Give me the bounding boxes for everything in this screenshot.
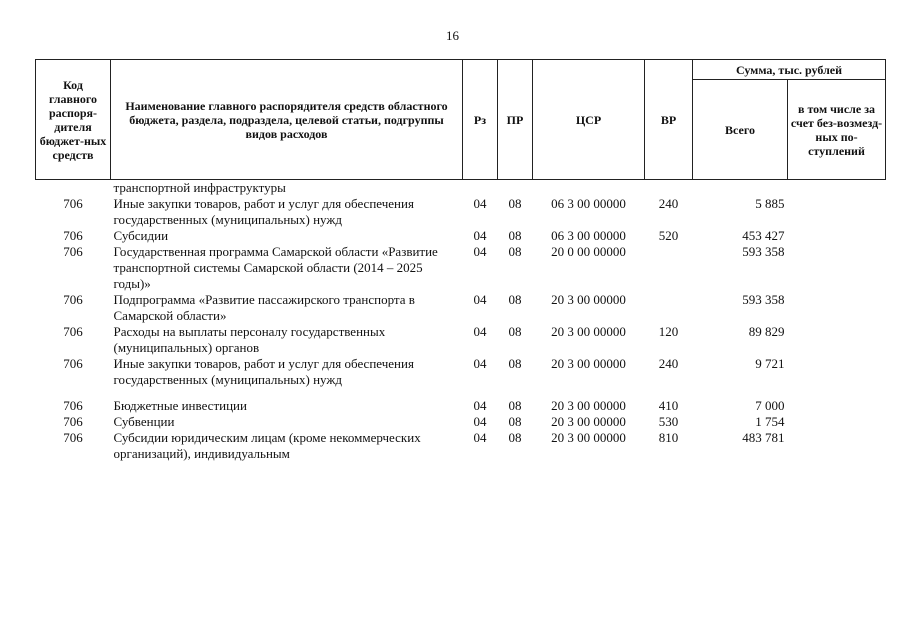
rz-cell: 04	[473, 430, 487, 445]
free-cell	[788, 430, 886, 462]
pr-cell: 08	[508, 430, 522, 445]
csr-cell: 20 3 00 00000	[551, 398, 626, 413]
code-cell: 706	[63, 398, 83, 413]
name-cell: Бюджетные инвестиции	[113, 398, 247, 413]
pr-cell	[498, 180, 533, 197]
header-csr: ЦСР	[533, 60, 645, 180]
header-name: Наименование главного распорядителя средств областного бюджета, раздела, подраздела, целевой статьи, подгруппы видов расходов	[111, 60, 463, 180]
free-cell	[788, 398, 886, 414]
header-sum: Сумма, тыс. рублей	[693, 60, 886, 80]
vr-cell: 530	[658, 414, 679, 429]
rz-cell: 04	[473, 244, 487, 259]
name-cell: Расходы на выплаты персоналу государственных (муниципальных) органов	[113, 324, 386, 355]
table-row	[36, 196, 886, 228]
vr-cell: 240	[658, 196, 679, 211]
table-row	[36, 324, 886, 356]
name-cell: транспортной инфраструктуры	[113, 180, 286, 195]
vr-cell	[645, 180, 693, 197]
pr-cell: 08	[508, 292, 522, 307]
vr-cell: 120	[658, 324, 679, 339]
rz-cell	[463, 180, 498, 197]
rz-cell: 04	[473, 324, 487, 339]
header-vr: ВР	[645, 60, 693, 180]
csr-cell: 20 3 00 00000	[551, 430, 626, 445]
csr-cell: 20 3 00 00000	[551, 356, 626, 371]
free-cell	[788, 414, 886, 430]
code-cell: 706	[63, 244, 83, 259]
csr-cell: 20 0 00 00000	[551, 244, 626, 259]
row-spacer	[36, 388, 886, 398]
free-cell	[788, 228, 886, 244]
total-cell: 89 829	[748, 324, 785, 339]
vr-cell: 810	[658, 430, 679, 445]
header-rz: Рз	[463, 60, 498, 180]
header-total: Всего	[693, 80, 788, 180]
total-cell: 453 427	[742, 228, 785, 243]
code-cell	[36, 180, 111, 197]
pr-cell: 08	[508, 228, 522, 243]
name-cell: Подпрограмма «Развитие пассажирского транспорта в Самарской области»	[113, 292, 415, 323]
free-cell	[788, 244, 886, 292]
pr-cell: 08	[508, 244, 522, 259]
rz-cell: 04	[473, 196, 487, 211]
name-cell: Государственная программа Самарской области «Развитие транспортной системы Самарской области (2014 – 2025 годы)»	[113, 244, 438, 291]
pr-cell: 08	[508, 196, 522, 211]
budget-table	[35, 59, 886, 462]
csr-cell: 20 3 00 00000	[551, 292, 626, 307]
code-cell: 706	[63, 356, 83, 371]
rz-cell: 04	[473, 228, 487, 243]
free-cell	[788, 292, 886, 324]
rz-cell: 04	[473, 356, 487, 371]
name-cell: Иные закупки товаров, работ и услуг для обеспечения государственных (муниципальных) нужд	[113, 196, 414, 227]
header-code: Код главного распоря-дителя бюджет-ных средств	[36, 60, 111, 180]
header-free: в том числе за счет без-возмезд-ных по-ступлений	[788, 80, 886, 180]
code-cell: 706	[63, 292, 83, 307]
code-cell: 706	[63, 196, 83, 211]
csr-cell: 06 3 00 00000	[551, 196, 626, 211]
table-row	[36, 180, 886, 197]
total-cell: 593 358	[742, 244, 785, 259]
total-cell: 9 721	[755, 356, 785, 371]
table-row	[36, 292, 886, 324]
vr-cell: 240	[658, 356, 679, 371]
name-cell: Субсидии юридическим лицам (кроме некоммерческих организаций), индивидуальным	[113, 430, 421, 461]
page-number: 16	[446, 28, 459, 43]
table-body	[36, 180, 886, 463]
rz-cell: 04	[473, 414, 487, 429]
free-cell	[788, 324, 886, 356]
total-cell	[693, 180, 788, 197]
code-cell: 706	[63, 228, 83, 243]
free-cell	[788, 356, 886, 388]
pr-cell: 08	[508, 398, 522, 413]
name-cell: Иные закупки товаров, работ и услуг для обеспечения государственных (муниципальных) нужд	[113, 356, 414, 387]
total-cell: 1 754	[755, 414, 785, 429]
spacer-cell	[36, 388, 886, 398]
name-cell: Субсидии	[113, 228, 169, 243]
table-row	[36, 244, 886, 292]
pr-cell: 08	[508, 324, 522, 339]
header-pr: ПР	[498, 60, 533, 180]
table-header	[36, 60, 886, 180]
name-cell: Субвенции	[113, 414, 175, 429]
vr-cell: 520	[658, 228, 679, 243]
csr-cell: 20 3 00 00000	[551, 324, 626, 339]
table-row	[36, 398, 886, 414]
free-cell	[788, 180, 886, 197]
vr-cell	[645, 244, 693, 292]
pr-cell: 08	[508, 414, 522, 429]
code-cell: 706	[63, 430, 83, 445]
csr-cell	[533, 180, 645, 197]
table-row	[36, 356, 886, 388]
total-cell: 593 358	[742, 292, 785, 307]
table-row	[36, 430, 886, 462]
vr-cell	[645, 292, 693, 324]
total-cell: 483 781	[742, 430, 785, 445]
rz-cell: 04	[473, 398, 487, 413]
total-cell: 7 000	[755, 398, 785, 413]
rz-cell: 04	[473, 292, 487, 307]
code-cell: 706	[63, 324, 83, 339]
code-cell: 706	[63, 414, 83, 429]
pr-cell: 08	[508, 356, 522, 371]
csr-cell: 06 3 00 00000	[551, 228, 626, 243]
csr-cell: 20 3 00 00000	[551, 414, 626, 429]
free-cell	[788, 196, 886, 228]
vr-cell: 410	[658, 398, 679, 413]
table-row	[36, 414, 886, 430]
table-row	[36, 228, 886, 244]
total-cell: 5 885	[755, 196, 785, 211]
